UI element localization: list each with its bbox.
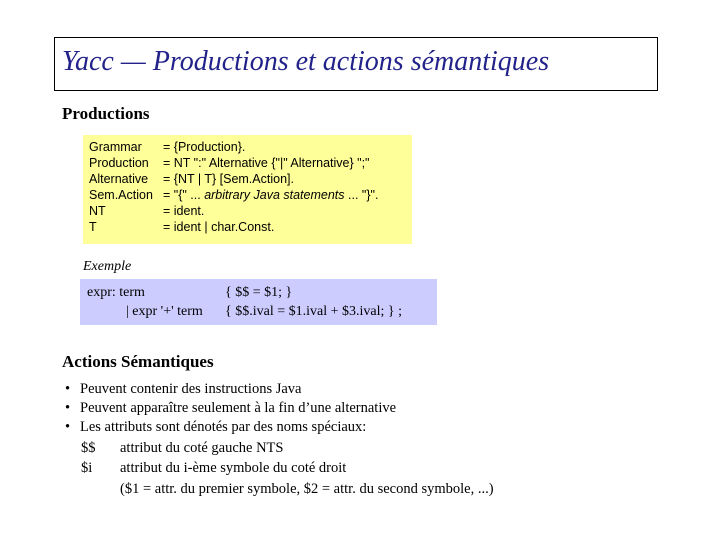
title-box xyxy=(54,37,658,91)
grammar-rhs: = {Production}. xyxy=(163,140,246,154)
bullet-text: Les attributs sont dénotés par des noms spéciaux: xyxy=(80,419,367,435)
actions-heading: Actions Sémantiques xyxy=(62,352,214,371)
grammar-lhs: Sem.Action xyxy=(89,188,153,202)
attribute-desc: attribut du i-ème symbole du coté droit xyxy=(120,460,347,476)
grammar-lhs: Alternative xyxy=(89,172,149,186)
attribute-desc: attribut du coté gauche NTS xyxy=(120,440,284,456)
rhs-prefix: = "{" ... xyxy=(163,188,205,202)
grammar-box xyxy=(83,135,412,244)
example-line1-left: expr: term xyxy=(87,285,145,300)
grammar-rhs: = {NT | T} [Sem.Action]. xyxy=(163,172,294,186)
productions-heading: Productions xyxy=(62,104,150,123)
attribute-symbol: $$ xyxy=(81,440,96,456)
attribute-symbol: $i xyxy=(81,460,93,476)
bullet-text: Peuvent apparaître seulement à la fin d’une alternative xyxy=(80,400,397,416)
page-title: Yacc — Productions et actions sémantiques xyxy=(62,46,550,77)
grammar-rhs: = ident | char.Const. xyxy=(163,220,275,234)
example-line2-left: | expr '+' term xyxy=(126,304,203,319)
example-line2-right: { $$.ival = $1.ival + $3.ival; } ; xyxy=(225,304,402,319)
exemple-label: Exemple xyxy=(83,259,132,274)
bullet-text: Peuvent contenir des instructions Java xyxy=(80,381,302,397)
rhs-suffix: ... "}". xyxy=(344,188,379,202)
grammar-rhs: = ident. xyxy=(163,204,205,218)
grammar-lhs: Grammar xyxy=(89,140,142,154)
bullet-icon: • xyxy=(65,419,71,435)
bullet-icon: • xyxy=(65,400,71,416)
grammar-lhs: T xyxy=(89,220,97,234)
example-line1-right: { $$ = $1; } xyxy=(225,285,293,300)
attribute-desc: ($1 = attr. du premier symbole, $2 = attr. du second symbole, ...) xyxy=(120,481,494,497)
rhs-italic: arbitrary Java statements xyxy=(204,188,345,202)
grammar-rhs xyxy=(163,188,378,203)
bullet-icon: • xyxy=(65,381,71,397)
grammar-lhs: Production xyxy=(89,156,149,170)
example-box xyxy=(80,279,437,325)
grammar-rhs: = NT ":" Alternative {"|" Alternative} ";" xyxy=(163,156,370,170)
grammar-lhs: NT xyxy=(89,204,106,218)
